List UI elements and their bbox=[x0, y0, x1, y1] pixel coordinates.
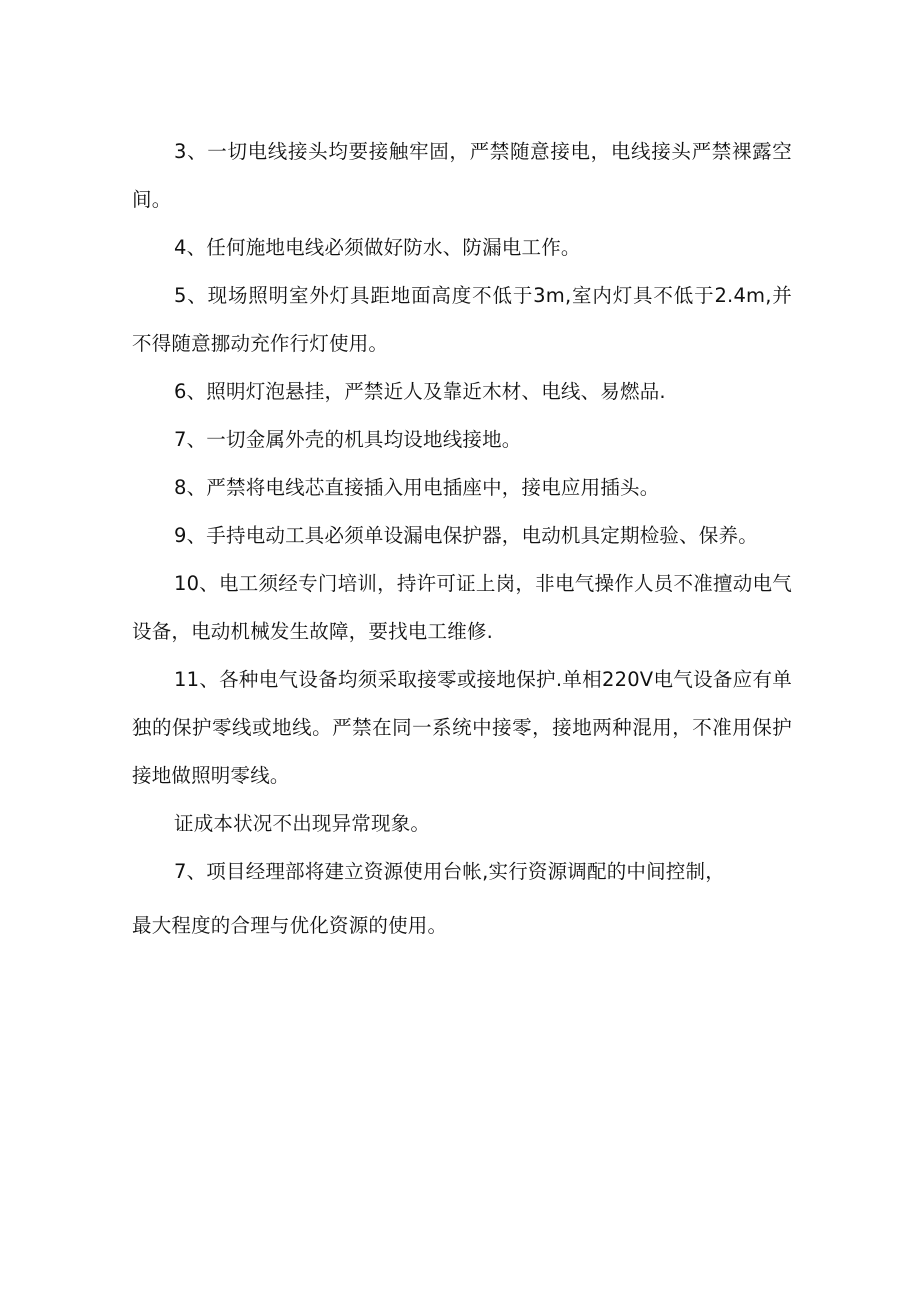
paragraph-resource-optimization: 最大程度的合理与优化资源的使用。 bbox=[132, 914, 448, 937]
paragraph-item-11: 11、各种电气设备均须采取接零或接地保护.单相220V电气设备应有单独的保护零线或地线。严禁在同一系统中接零，接地两种混用，不准用保护接地做照明零线。 bbox=[132, 668, 792, 787]
paragraph-item-4: 4、任何施地电线必须做好防水、防漏电工作。 bbox=[174, 236, 581, 259]
paragraph-item-8: 8、严禁将电线芯直接插入用电插座中，接电应用插头。 bbox=[174, 476, 660, 499]
paragraph-resource-ledger: 7、项目经理部将建立资源使用台帐,实行资源调配的中间控制， bbox=[174, 860, 725, 883]
paragraph-cost-status: 证成本状况不出现异常现象。 bbox=[174, 812, 431, 835]
paragraph-item-10: 10、电工须经专门培训，持许可证上岗，非电气操作人员不准擅动电气设备，电动机械发生故障，要找电工维修. bbox=[132, 572, 792, 643]
paragraph-item-9: 9、手持电动工具必须单设漏电保护器，电动机具定期检验、保养。 bbox=[174, 524, 758, 547]
paragraph-item-3: 3、一切电线接头均要接触牢固，严禁随意接电，电线接头严禁裸露空间。 bbox=[132, 140, 792, 211]
paragraph-item-6: 6、照明灯泡悬挂，严禁近人及靠近木材、电线、易燃品. bbox=[174, 380, 666, 403]
paragraph-item-7: 7、一切金属外壳的机具均设地线接地。 bbox=[174, 428, 522, 451]
paragraph-item-5: 5、现场照明室外灯具距地面高度不低于3m,室内灯具不低于2.4m,并不得随意挪动充作行灯使用。 bbox=[132, 284, 792, 355]
document-body bbox=[132, 128, 792, 950]
